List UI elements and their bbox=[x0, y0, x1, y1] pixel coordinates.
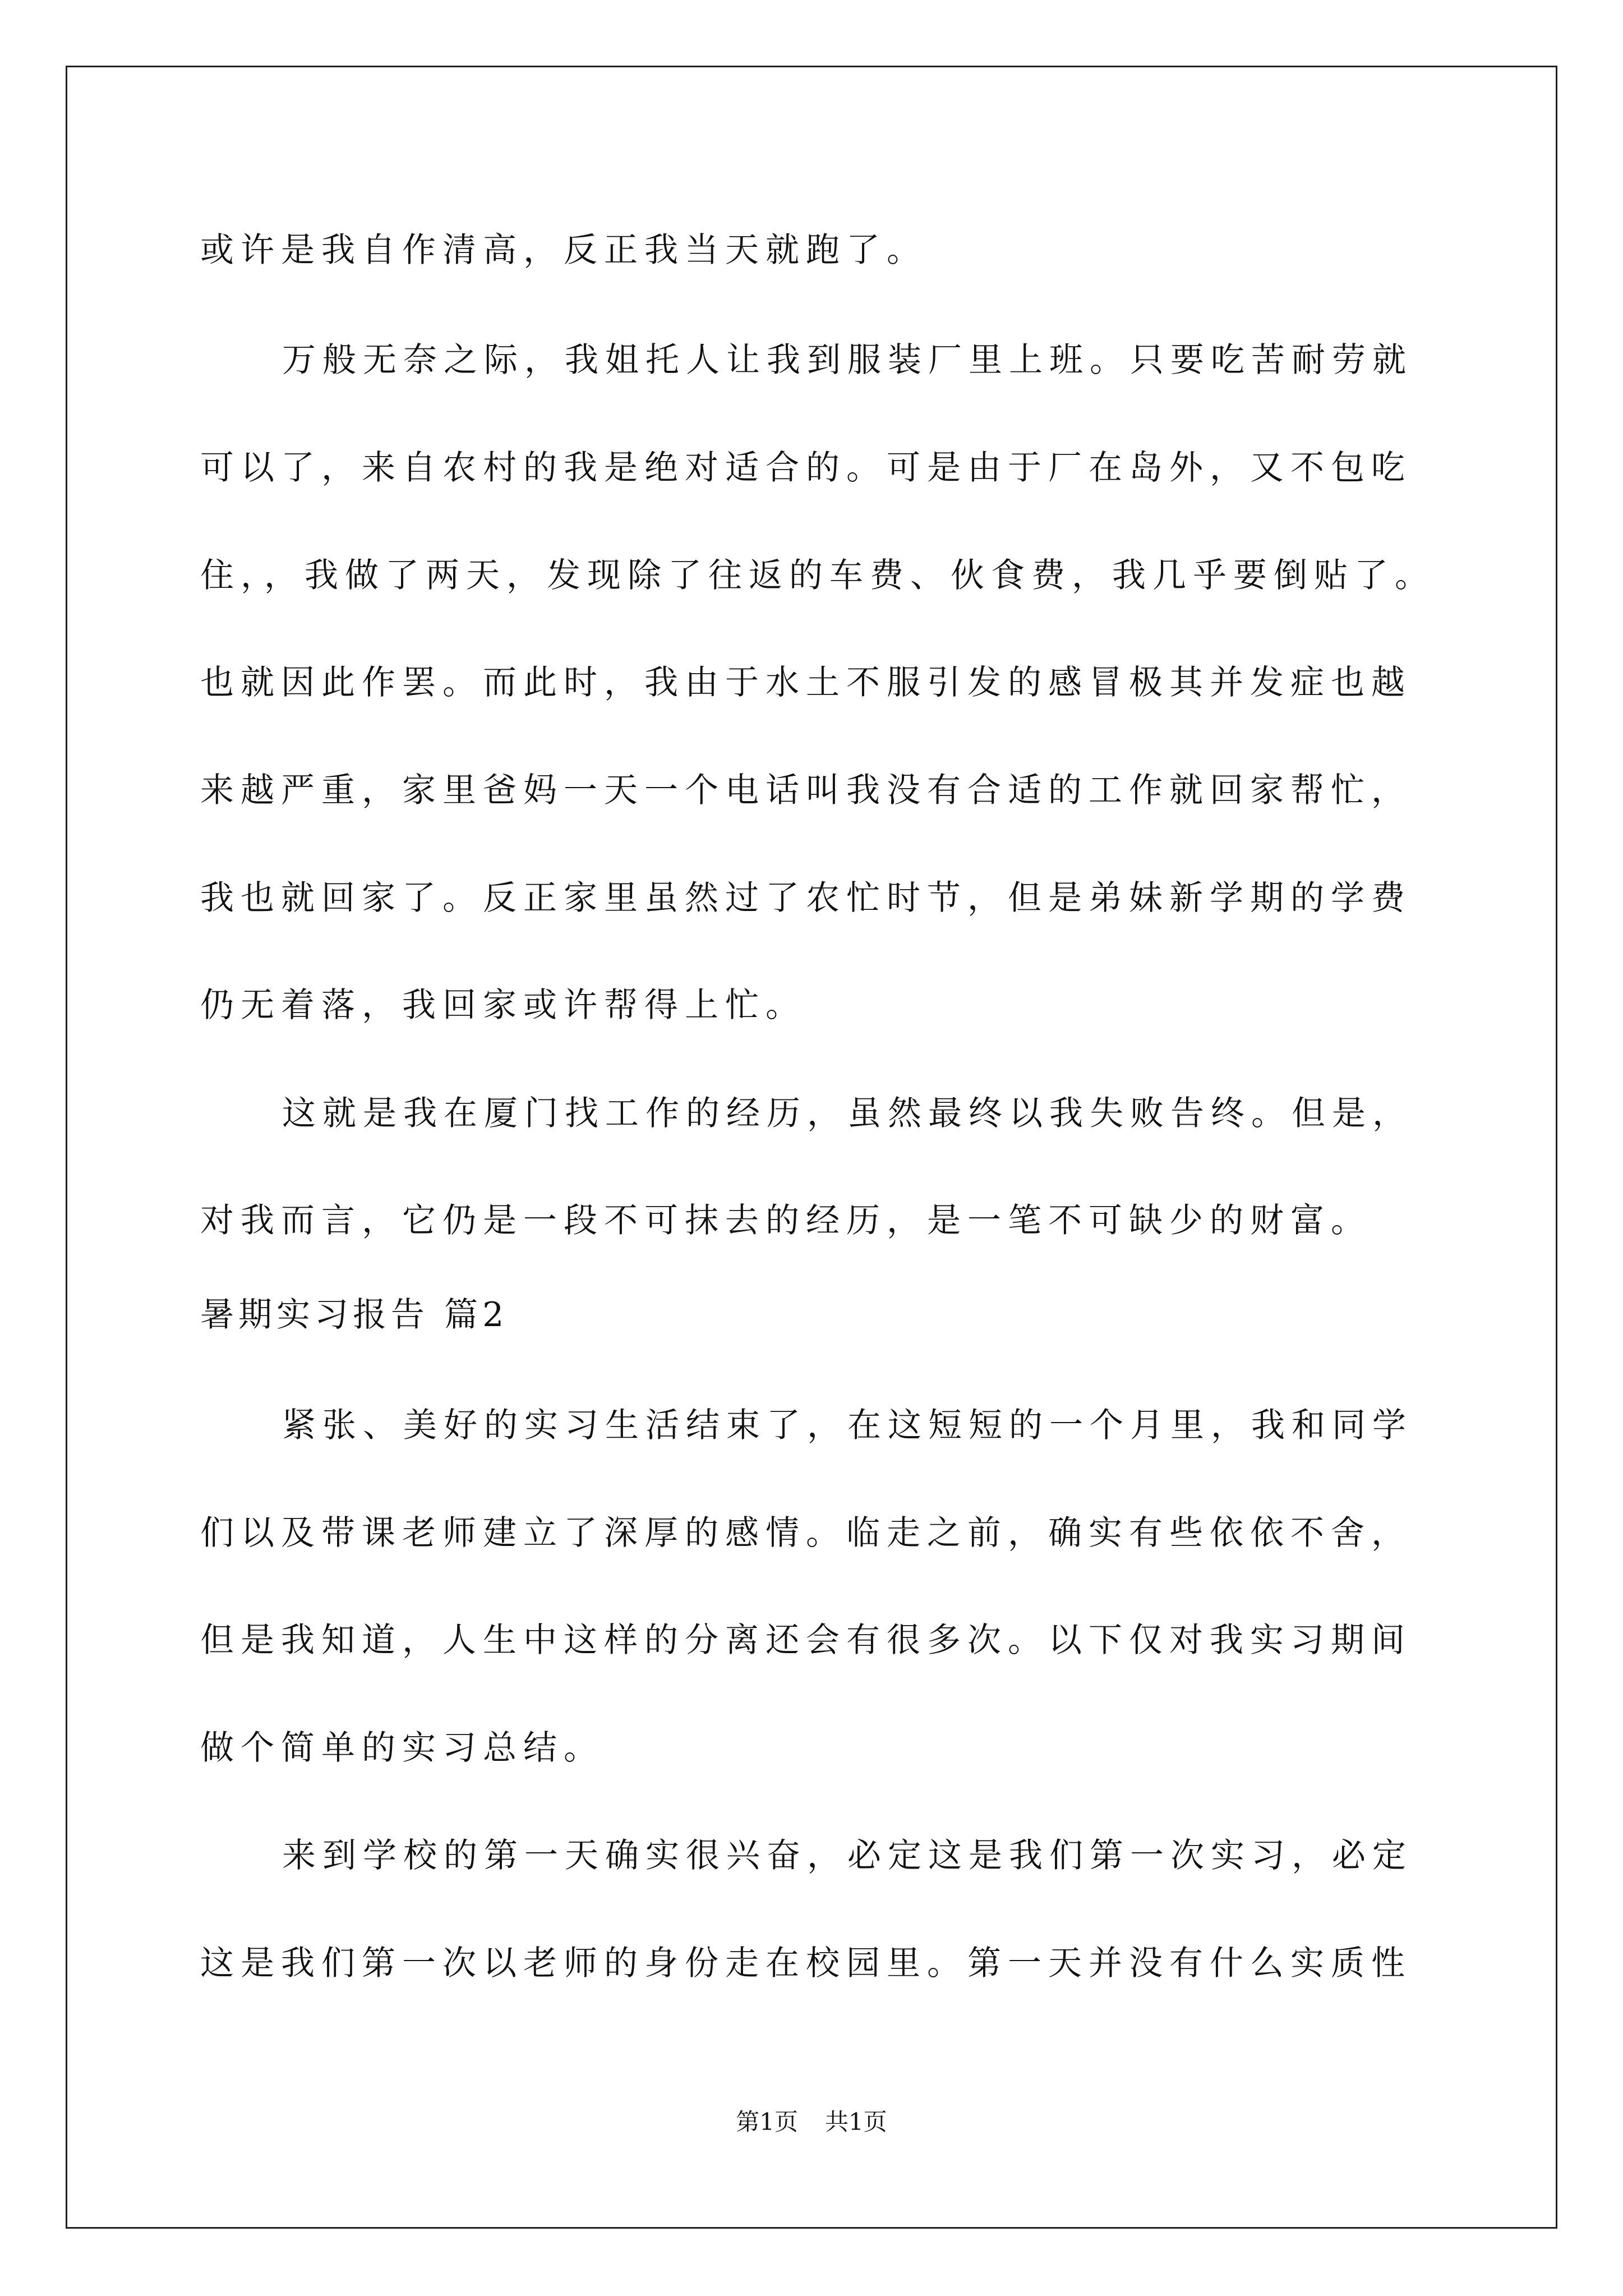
text-line: 这就是我在厦门找工作的经历，虽然最终以我失败告终。但是， bbox=[282, 1094, 1413, 1133]
text-line: 紧张、美好的实习生活结束了，在这短短的一个月里，我和同学 bbox=[282, 1406, 1413, 1445]
text-line: 也就因此作罢。而此时，我由于水土不服引发的感冒极其并发症也越 bbox=[200, 663, 1412, 702]
text-line: 这是我们第一次以老师的身份走在校园里。第一天并没有什么实质性 bbox=[200, 1944, 1412, 1983]
text-line: 来越严重，家里爸妈一天一个电话叫我没有合适的工作就回家帮忙， bbox=[200, 771, 1412, 810]
page-total: 共1页 bbox=[825, 2108, 887, 2136]
text-line: 我也就回家了。反正家里虽然过了农忙时节，但是弟妹新学期的学费 bbox=[200, 878, 1412, 918]
text-line: 来到学校的第一天确实很兴奋，必定这是我们第一次实习，必定 bbox=[282, 1836, 1413, 1875]
text-line: 们以及带课老师建立了深厚的感情。临走之前，确实有些依依不舍， bbox=[200, 1513, 1412, 1553]
text-line: 做个简单的实习总结。 bbox=[200, 1728, 604, 1768]
text-line: 对我而言，它仍是一段不可抹去的经历，是一笔不可缺少的财富。 bbox=[200, 1201, 1371, 1240]
text-line: 仍无着落，我回家或许帮得上忙。 bbox=[200, 986, 806, 1025]
text-line: 但是我知道，人生中这样的分离还会有很多次。以下仅对我实习期间 bbox=[200, 1621, 1412, 1660]
text-line: 可以了，来自农村的我是绝对适合的。可是由于厂在岛外，又不包吃 bbox=[200, 448, 1412, 487]
text-line: 万般无奈之际，我姐托人让我到服装厂里上班。只要吃苦耐劳就 bbox=[282, 341, 1413, 380]
page-footer bbox=[0, 2108, 1623, 2136]
page-border bbox=[66, 66, 1557, 2229]
text-line: 住，，我做了两天，发现除了往返的车费、伙食费，我几乎要倒贴了。 bbox=[200, 556, 1435, 595]
page-number: 第1页 bbox=[736, 2108, 798, 2136]
text-line: 或许是我自作清高，反正我当天就跑了。 bbox=[200, 231, 927, 270]
section-heading: 暑期实习报告 篇2 bbox=[200, 1295, 509, 1335]
